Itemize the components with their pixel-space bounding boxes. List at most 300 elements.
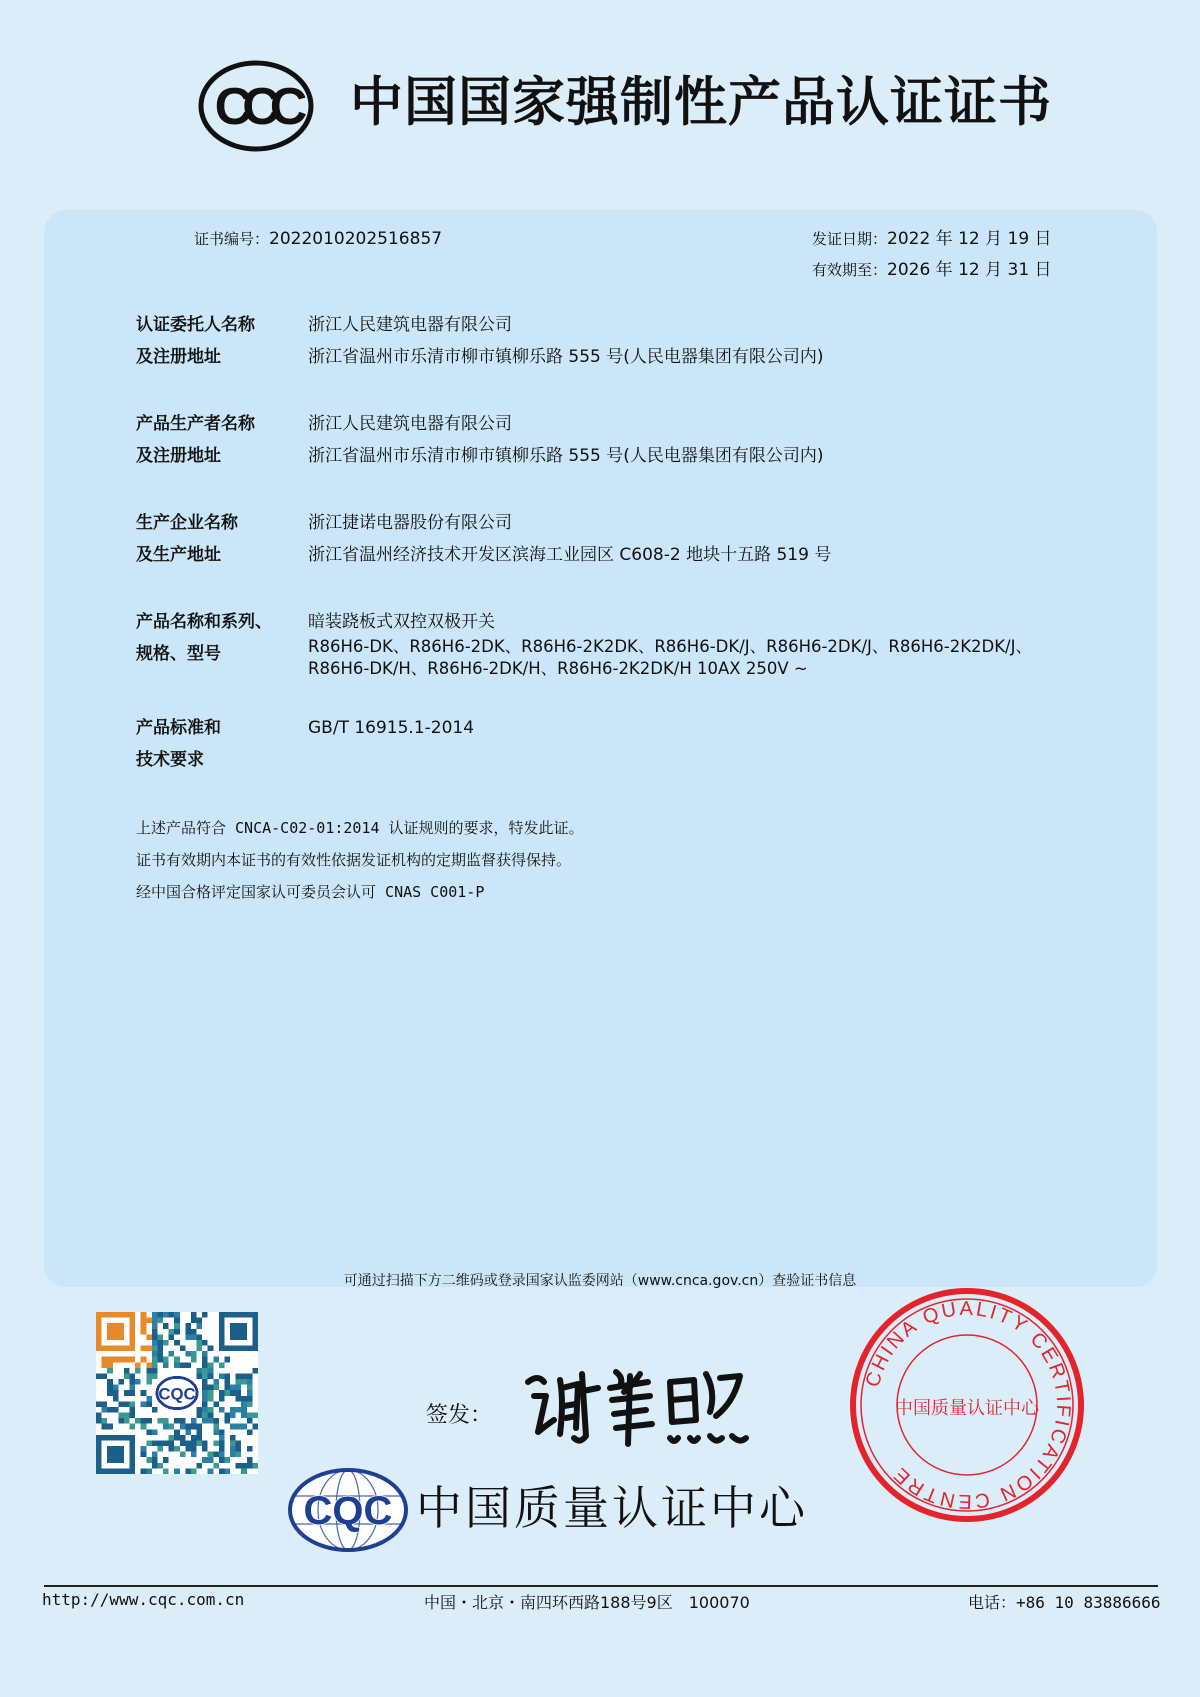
qr-module: [224, 1390, 230, 1396]
product-models-line-1: R86H6-DK、R86H6-2DK、R86H6-2K2DK、R86H6-DK/J、R86H6-2DK/J、R86H6-2K2DK/J、: [308, 637, 1032, 656]
qr-module: [180, 1452, 186, 1458]
qr-module: [130, 1357, 136, 1363]
qr-module: [241, 1468, 247, 1474]
qr-module: [197, 1429, 203, 1435]
qr-module: [202, 1362, 208, 1368]
qr-module: [247, 1463, 253, 1469]
qr-module: [208, 1362, 214, 1368]
qr-module: [152, 1373, 158, 1379]
qr-module: [236, 1385, 242, 1391]
qr-module: [130, 1373, 136, 1379]
qr-module: [247, 1390, 253, 1396]
qr-module: [141, 1312, 147, 1318]
factory-address: 浙江省温州经济技术开发区滨海工业园区 C608-2 地块十五路 519 号: [308, 545, 832, 565]
qr-module: [174, 1446, 180, 1452]
qr-module: [247, 1379, 253, 1385]
qr-module: [163, 1424, 169, 1430]
qr-module: [152, 1362, 158, 1368]
qr-module: [157, 1312, 163, 1318]
qr-module: [185, 1329, 191, 1335]
qr-module: [224, 1357, 230, 1363]
qr-module: [213, 1452, 219, 1458]
qr-module: [191, 1351, 197, 1357]
qr-module: [152, 1323, 158, 1329]
qr-module: [141, 1318, 147, 1324]
certificate-number: [194, 228, 442, 250]
qr-module: [146, 1346, 152, 1352]
qr-module: [202, 1368, 208, 1374]
qr-module: [141, 1346, 147, 1352]
qr-module: [152, 1334, 158, 1340]
qr-module: [118, 1413, 124, 1419]
qr-module: [219, 1457, 225, 1463]
qr-module: [247, 1373, 253, 1379]
qr-module: [197, 1407, 203, 1413]
qr-module: [236, 1424, 242, 1430]
qr-module: [241, 1424, 247, 1430]
qr-module: [152, 1457, 158, 1463]
statement-line-3: 经中国合格评定国家认可委员会认可 CNAS C001-P: [136, 883, 485, 901]
qr-module: [157, 1334, 163, 1340]
qr-module: [174, 1318, 180, 1324]
qr-module: [213, 1429, 219, 1435]
qr-module: [174, 1312, 180, 1318]
qr-module: [118, 1379, 124, 1385]
qr-module: [141, 1446, 147, 1452]
qr-module: [230, 1435, 236, 1441]
qr-module: [247, 1429, 253, 1435]
qr-module: [163, 1357, 169, 1363]
qr-module: [219, 1407, 225, 1413]
qr-module: [236, 1463, 242, 1469]
qr-module: [202, 1385, 208, 1391]
qr-module: [208, 1468, 214, 1474]
qr-module: [107, 1357, 113, 1363]
qr-module: [113, 1385, 119, 1391]
qr-module: [130, 1390, 136, 1396]
qr-module: [208, 1373, 214, 1379]
qr-module: [107, 1424, 113, 1430]
qr-module: [141, 1468, 147, 1474]
qr-module: [146, 1334, 152, 1340]
qr-module: [141, 1357, 147, 1363]
qr-module: [213, 1440, 219, 1446]
valid-until-label: 有效期至：: [812, 261, 888, 279]
statement-line-2: 证书有效期内本证书的有效性依据发证机构的定期监督获得保持。: [136, 851, 572, 869]
qr-module: [146, 1429, 152, 1435]
qr-module: [236, 1446, 242, 1452]
valid-until-value: 2026 年 12 月 31 日: [887, 260, 1052, 280]
qr-module: [224, 1418, 230, 1424]
qr-module: [163, 1418, 169, 1424]
qr-module: [236, 1407, 242, 1413]
qr-module: [113, 1357, 119, 1363]
qr-module: [152, 1351, 158, 1357]
qr-module: [163, 1312, 169, 1318]
qr-module: [247, 1385, 253, 1391]
qr-module: [152, 1340, 158, 1346]
qr-module: [169, 1312, 175, 1318]
qr-module: [124, 1357, 130, 1363]
qr-module: [152, 1463, 158, 1469]
qr-module: [146, 1468, 152, 1474]
factory-name: 浙江捷诺电器股份有限公司: [308, 513, 512, 533]
qr-module: [180, 1424, 186, 1430]
qr-module: [219, 1362, 225, 1368]
qr-module: [213, 1385, 219, 1391]
qr-module: [163, 1323, 169, 1329]
qr-module: [180, 1435, 186, 1441]
qr-module: [247, 1446, 253, 1452]
factory-label-1: 生产企业名称: [136, 513, 238, 533]
qr-module: [118, 1418, 124, 1424]
qr-module: [202, 1340, 208, 1346]
qr-module: [152, 1312, 158, 1318]
qr-module: [230, 1407, 236, 1413]
qr-module: [252, 1424, 258, 1430]
qr-module: [146, 1396, 152, 1402]
qr-module: [224, 1413, 230, 1419]
applicant-label-1: 认证委托人名称: [136, 315, 255, 335]
qr-module: [174, 1429, 180, 1435]
qr-module: [191, 1440, 197, 1446]
qr-module: [113, 1407, 119, 1413]
qr-module: [124, 1418, 130, 1424]
qr-module: [102, 1424, 108, 1430]
qr-module: [157, 1340, 163, 1346]
qr-module: [146, 1457, 152, 1463]
qr-module: [152, 1346, 158, 1352]
qr-module: [252, 1463, 258, 1469]
qr-module: [236, 1396, 242, 1402]
qr-module: [191, 1468, 197, 1474]
qr-finder-top-left: [96, 1312, 135, 1351]
qr-module: [185, 1323, 191, 1329]
qr-module: [130, 1413, 136, 1419]
qr-module: [197, 1340, 203, 1346]
official-seal: [848, 1286, 1086, 1524]
qr-module: [241, 1407, 247, 1413]
qr-module: [96, 1373, 102, 1379]
qr-module: [230, 1385, 236, 1391]
qr-module: [102, 1418, 108, 1424]
qr-module: [102, 1357, 108, 1363]
footer-website[interactable]: http://www.cqc.com.cn: [42, 1590, 245, 1609]
qr-module: [191, 1334, 197, 1340]
qr-module: [174, 1418, 180, 1424]
qr-module: [208, 1418, 214, 1424]
qr-module: [224, 1385, 230, 1391]
qr-module: [202, 1440, 208, 1446]
qr-module: [185, 1440, 191, 1446]
signature-image: [520, 1352, 750, 1452]
qr-module: [219, 1440, 225, 1446]
qr-module: [157, 1463, 163, 1469]
qr-module: [174, 1329, 180, 1335]
qr-module: [197, 1318, 203, 1324]
certificate-header: [0, 0, 1200, 200]
qr-center-logo: [154, 1370, 201, 1417]
qr-module: [191, 1329, 197, 1335]
qr-module: [241, 1373, 247, 1379]
qr-module: [224, 1457, 230, 1463]
qr-module: [102, 1362, 108, 1368]
footer-divider: [44, 1585, 1158, 1587]
statement-line-1: 上述产品符合 CNCA-C02-01:2014 认证规则的要求，特发此证。: [136, 819, 584, 837]
qr-module: [174, 1323, 180, 1329]
footer-phone-label: 电话：: [968, 1593, 1017, 1612]
qr-module: [146, 1440, 152, 1446]
qr-module: [102, 1373, 108, 1379]
qr-module: [197, 1334, 203, 1340]
qr-module: [152, 1318, 158, 1324]
qr-module: [230, 1446, 236, 1452]
qr-module: [124, 1373, 130, 1379]
ccc-logo-text: CCC: [214, 78, 298, 136]
qr-module: [208, 1413, 214, 1419]
qr-module: [236, 1379, 242, 1385]
qr-module: [252, 1413, 258, 1419]
product-label-2: 规格、型号: [136, 644, 221, 664]
issue-date: [812, 228, 1052, 250]
qr-module: [191, 1424, 197, 1430]
qr-module: [197, 1463, 203, 1469]
qr-module: [152, 1440, 158, 1446]
qr-module: [236, 1390, 242, 1396]
applicant-name: 浙江人民建筑电器有限公司: [308, 315, 512, 335]
qr-module: [107, 1390, 113, 1396]
qr-module: [202, 1418, 208, 1424]
qr-module: [236, 1373, 242, 1379]
qr-module: [141, 1418, 147, 1424]
manufacturer-label-1: 产品生产者名称: [136, 414, 255, 434]
qr-module: [107, 1368, 113, 1374]
qr-module: [219, 1429, 225, 1435]
qr-module: [247, 1413, 253, 1419]
qr-module: [135, 1362, 141, 1368]
qr-module: [202, 1457, 208, 1463]
qr-module: [208, 1457, 214, 1463]
manufacturer-address: 浙江省温州市乐清市柳市镇柳乐路 555 号(人民电器集团有限公司内): [308, 446, 824, 466]
qr-module: [96, 1418, 102, 1424]
qr-module: [163, 1468, 169, 1474]
qr-module: [102, 1401, 108, 1407]
qr-module: [219, 1468, 225, 1474]
qr-module: [124, 1413, 130, 1419]
qr-center-logo-text: CQC: [158, 1384, 196, 1404]
issue-date-value: 2022 年 12 月 19 日: [887, 229, 1052, 249]
qr-module: [169, 1446, 175, 1452]
factory-label-2: 及生产地址: [136, 545, 221, 565]
qr-module: [152, 1452, 158, 1458]
certificate-number-label: 证书编号：: [194, 230, 270, 248]
qr-module: [163, 1340, 169, 1346]
qr-module: [230, 1390, 236, 1396]
qr-module: [208, 1396, 214, 1402]
qr-module: [191, 1312, 197, 1318]
cqc-logo: [286, 1466, 410, 1554]
qr-module: [113, 1390, 119, 1396]
qr-module: [185, 1351, 191, 1357]
qr-module: [174, 1340, 180, 1346]
qr-module: [135, 1379, 141, 1385]
qr-finder-top-right: [219, 1312, 258, 1351]
qr-module: [219, 1390, 225, 1396]
qr-module: [202, 1390, 208, 1396]
qr-module: [191, 1446, 197, 1452]
qr-module: [202, 1351, 208, 1357]
qr-module: [135, 1368, 141, 1374]
qr-module: [107, 1379, 113, 1385]
qr-module: [107, 1407, 113, 1413]
qr-module: [180, 1440, 186, 1446]
qr-module: [146, 1362, 152, 1368]
qr-module: [185, 1429, 191, 1435]
qr-module: [202, 1373, 208, 1379]
footer-phone-value: +86 10 83886666: [1016, 1593, 1161, 1612]
footer-address: 中国・北京・南四环西路188号9区 100070: [424, 1593, 750, 1612]
certificate-number-value: 2022010202516857: [269, 229, 443, 249]
qr-module: [213, 1418, 219, 1424]
qr-module: [146, 1368, 152, 1374]
qr-module: [241, 1413, 247, 1419]
qr-module: [157, 1346, 163, 1352]
signature-label: 签发：: [426, 1403, 493, 1428]
standard-label-1: 产品标准和: [136, 718, 221, 738]
qr-module: [157, 1318, 163, 1324]
qr-module: [213, 1401, 219, 1407]
ccc-logo: [197, 58, 315, 154]
qr-module: [197, 1413, 203, 1419]
qr-module: [202, 1401, 208, 1407]
qr-module: [197, 1346, 203, 1352]
qr-module: [124, 1390, 130, 1396]
qr-module: [180, 1362, 186, 1368]
qr-module: [169, 1329, 175, 1335]
seal-outer-text: CHINA QUALITY CERTIFICATION CENTRE: [861, 1297, 1075, 1513]
qr-module: [141, 1323, 147, 1329]
qr-module: [247, 1418, 253, 1424]
qr-module: [135, 1418, 141, 1424]
qr-module: [113, 1396, 119, 1402]
qr-module: [191, 1435, 197, 1441]
qr-module: [146, 1373, 152, 1379]
qr-module: [157, 1440, 163, 1446]
qr-module: [241, 1396, 247, 1402]
qr-module: [146, 1379, 152, 1385]
qr-module: [96, 1401, 102, 1407]
qr-module: [252, 1368, 258, 1374]
qr-module: [118, 1401, 124, 1407]
qr-module: [197, 1373, 203, 1379]
organization-name: 中国质量认证中心: [416, 1481, 808, 1535]
qr-module: [208, 1385, 214, 1391]
qr-module: [152, 1357, 158, 1363]
qr-module: [169, 1435, 175, 1441]
qr-module: [213, 1357, 219, 1363]
qr-module: [130, 1424, 136, 1430]
product-name: 暗装跷板式双控双极开关: [308, 612, 495, 632]
qr-module: [202, 1312, 208, 1318]
qr-module: [174, 1435, 180, 1441]
qr-module: [130, 1407, 136, 1413]
qr-module: [202, 1357, 208, 1363]
qr-module: [241, 1401, 247, 1407]
certificate-title: 中国国家强制性产品认证证书: [350, 72, 1052, 133]
qr-module: [185, 1334, 191, 1340]
qr-module: [230, 1424, 236, 1430]
qr-module: [146, 1401, 152, 1407]
qr-module: [236, 1452, 242, 1458]
qr-code[interactable]: [96, 1312, 258, 1474]
qr-module: [224, 1373, 230, 1379]
qr-module: [169, 1424, 175, 1430]
qr-module: [157, 1446, 163, 1452]
qr-module: [174, 1357, 180, 1363]
qr-module: [208, 1390, 214, 1396]
qr-module: [124, 1368, 130, 1374]
qr-module: [130, 1379, 136, 1385]
qr-module: [130, 1385, 136, 1391]
qr-module: [152, 1368, 158, 1374]
cqc-logo-text: CQC: [303, 1489, 393, 1533]
qr-finder-bottom-left: [96, 1435, 135, 1474]
qr-module: [146, 1318, 152, 1324]
qr-module: [247, 1396, 253, 1402]
standard-value: GB/T 16915.1-2014: [308, 718, 475, 738]
qr-module: [197, 1368, 203, 1374]
qr-module: [141, 1401, 147, 1407]
footer-phone: [968, 1590, 1161, 1613]
qr-module: [141, 1424, 147, 1430]
qr-module: [146, 1418, 152, 1424]
qr-module: [213, 1463, 219, 1469]
qr-module: [152, 1407, 158, 1413]
qr-module: [169, 1440, 175, 1446]
qr-module: [157, 1357, 163, 1363]
qr-module: [224, 1468, 230, 1474]
qr-module: [102, 1407, 108, 1413]
qr-module: [163, 1457, 169, 1463]
product-label-1: 产品名称和系列、: [136, 612, 272, 632]
product-models-line-2: R86H6-DK/H、R86H6-2DK/H、R86H6-2K2DK/H 10AX 250V ~: [308, 659, 808, 678]
qr-module: [230, 1452, 236, 1458]
qr-module: [197, 1435, 203, 1441]
qr-module: [208, 1346, 214, 1352]
qr-module: [219, 1452, 225, 1458]
seal-inner-text: 中国质量认证中心: [895, 1398, 1039, 1419]
qr-module: [219, 1373, 225, 1379]
qr-module: [96, 1413, 102, 1419]
qr-module: [169, 1351, 175, 1357]
qr-module: [185, 1468, 191, 1474]
qr-module: [197, 1424, 203, 1430]
qr-module: [197, 1323, 203, 1329]
qr-module: [191, 1452, 197, 1458]
qr-module: [107, 1385, 113, 1391]
qr-module: [107, 1362, 113, 1368]
qr-module: [191, 1418, 197, 1424]
qr-module: [213, 1379, 219, 1385]
qr-module: [185, 1424, 191, 1430]
qr-module: [208, 1407, 214, 1413]
qr-module: [157, 1418, 163, 1424]
qr-module: [202, 1407, 208, 1413]
qr-module: [141, 1329, 147, 1335]
manufacturer-label-2: 及注册地址: [136, 446, 221, 466]
qr-module: [152, 1329, 158, 1335]
verification-note: 可通过扫描下方二维码或登录国家认监委网站（www.cnca.gov.cn）查验证书信息: [343, 1273, 857, 1289]
